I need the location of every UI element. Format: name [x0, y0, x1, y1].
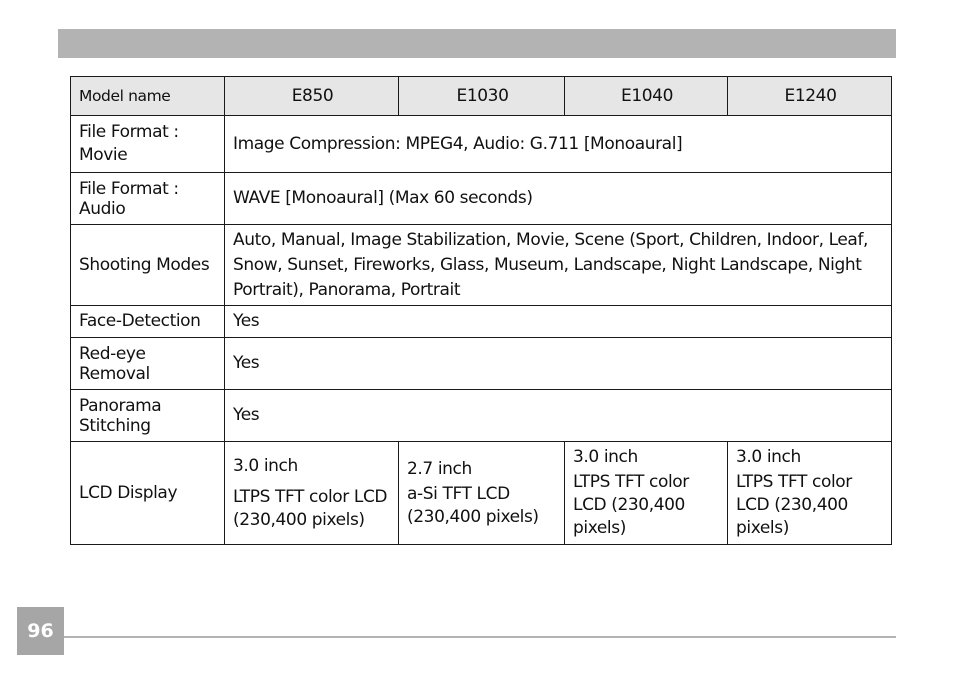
- lcd-e1240: 3.0 inch LTPS TFT color LCD (230,400 pixels): [728, 442, 892, 545]
- page-number: 96: [17, 607, 64, 655]
- model-e1040: E1040: [565, 77, 728, 116]
- red-eye-row: [71, 338, 892, 390]
- red-eye-label: Red-eye Removal: [71, 338, 225, 390]
- face-detection-value: Yes: [225, 306, 892, 338]
- red-eye-value: Yes: [225, 338, 892, 390]
- header-row: [71, 77, 892, 116]
- model-e850: E850: [225, 77, 399, 116]
- panorama-label: Panorama Stitching: [71, 390, 225, 442]
- header-bar: [58, 29, 896, 58]
- movie-format-value: Image Compression: MPEG4, Audio: G.711 [Monoaural]: [225, 116, 892, 173]
- audio-format-value: WAVE [Monoaural] (Max 60 seconds): [225, 173, 892, 225]
- face-detection-row: [71, 306, 892, 338]
- lcd-e1030: 2.7 inch a-Si TFT LCD (230,400 pixels): [399, 442, 565, 545]
- model-name-header: Model name: [71, 77, 225, 116]
- movie-format-row: [71, 116, 892, 173]
- shooting-modes-label: Shooting Modes: [71, 225, 225, 306]
- shooting-modes-row: [71, 225, 892, 306]
- lcd-display-row: [71, 442, 892, 545]
- audio-format-label: File Format : Audio: [71, 173, 225, 225]
- panorama-row: [71, 390, 892, 442]
- movie-format-label: File Format : Movie: [71, 116, 225, 173]
- spec-table: [70, 76, 892, 545]
- audio-format-row: [71, 173, 892, 225]
- shooting-modes-value: Auto, Manual, Image Stabilization, Movie, Scene (Sport, Children, Indoor, Leaf, Snow, Sunset, Fireworks, Glass, Museum, Landscape, Night Landscape, Night Portrait), Panorama, Portrait: [225, 225, 892, 306]
- panorama-value: Yes: [225, 390, 892, 442]
- lcd-e1040: 3.0 inch LTPS TFT color LCD (230,400 pixels): [565, 442, 728, 545]
- model-e1030: E1030: [399, 77, 565, 116]
- lcd-e850: 3.0 inch LTPS TFT color LCD (230,400 pixels): [225, 442, 399, 545]
- footer-rule: [64, 636, 896, 638]
- face-detection-label: Face-Detection: [71, 306, 225, 338]
- lcd-display-label: LCD Display: [71, 442, 225, 545]
- model-e1240: E1240: [728, 77, 892, 116]
